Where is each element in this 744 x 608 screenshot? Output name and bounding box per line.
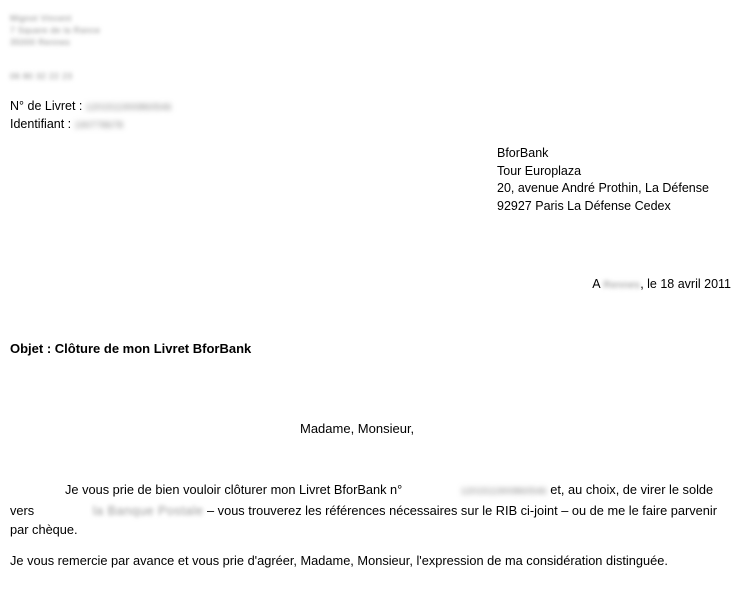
sender-address-line-1-text: 7 Square de la Rance: [10, 25, 101, 35]
paragraph-1-part-2: et, au choix, de virer le solde vers: [10, 482, 714, 518]
identifiant-label: Identifiant :: [10, 117, 72, 131]
subject-line: Objet : Clôture de mon Livret BforBank: [10, 341, 252, 356]
sender-phone-text: 06 80 32 22 23: [10, 71, 73, 81]
recipient-line-4: 92927 Paris La Défense Cedex: [497, 198, 671, 213]
account-info-block: [10, 98, 172, 134]
sender-name-text: Mignot Vincent: [10, 13, 72, 23]
sender-phone: [10, 70, 100, 82]
paragraph-1-redacted-account-number: 1201511900860546: [460, 486, 547, 496]
sender-address-line-1: [10, 24, 100, 36]
place-and-date: [592, 277, 731, 291]
livret-number-value: 1201511900860546: [85, 102, 172, 112]
paragraph-1-part-1: Je vous prie de bien vouloir clôturer mon Livret BforBank n°: [65, 482, 403, 497]
sender-address-line-2-text: 35000 Rennes: [10, 37, 71, 47]
livret-number-label: N° de Livret :: [10, 99, 83, 113]
body-paragraph-2: Je vous remercie par avance et vous prie d'agréer, Madame, Monsieur, l'expression de ma considération distinguée.: [10, 553, 668, 568]
recipient-line-3: 20, avenue André Prothin, La Défense: [497, 181, 709, 195]
place-prefix: A: [592, 277, 600, 291]
date-text: , le 18 avril 2011: [640, 277, 731, 291]
body-paragraph-1: [10, 480, 734, 539]
recipient-address-block: [497, 145, 712, 215]
sender-address-line-2: [10, 36, 100, 48]
recipient-line-1: BforBank: [497, 146, 549, 160]
sender-address-block: [10, 12, 100, 82]
identifiant-row: [10, 116, 172, 134]
recipient-line-2: Tour Europlaza: [497, 163, 582, 178]
sender-name: [10, 12, 100, 24]
paragraph-1-part-3: – vous trouverez les références nécessaires sur le RIB ci-joint – ou de me le faire parvenir par chèque.: [10, 503, 717, 537]
paragraph-1-redacted-bank-name: la Banque Postale: [92, 503, 204, 518]
salutation: Madame, Monsieur,: [300, 421, 415, 436]
place-city: Rennes: [603, 280, 641, 291]
identifiant-value: 190778678: [74, 120, 124, 130]
livret-number-row: [10, 98, 172, 116]
